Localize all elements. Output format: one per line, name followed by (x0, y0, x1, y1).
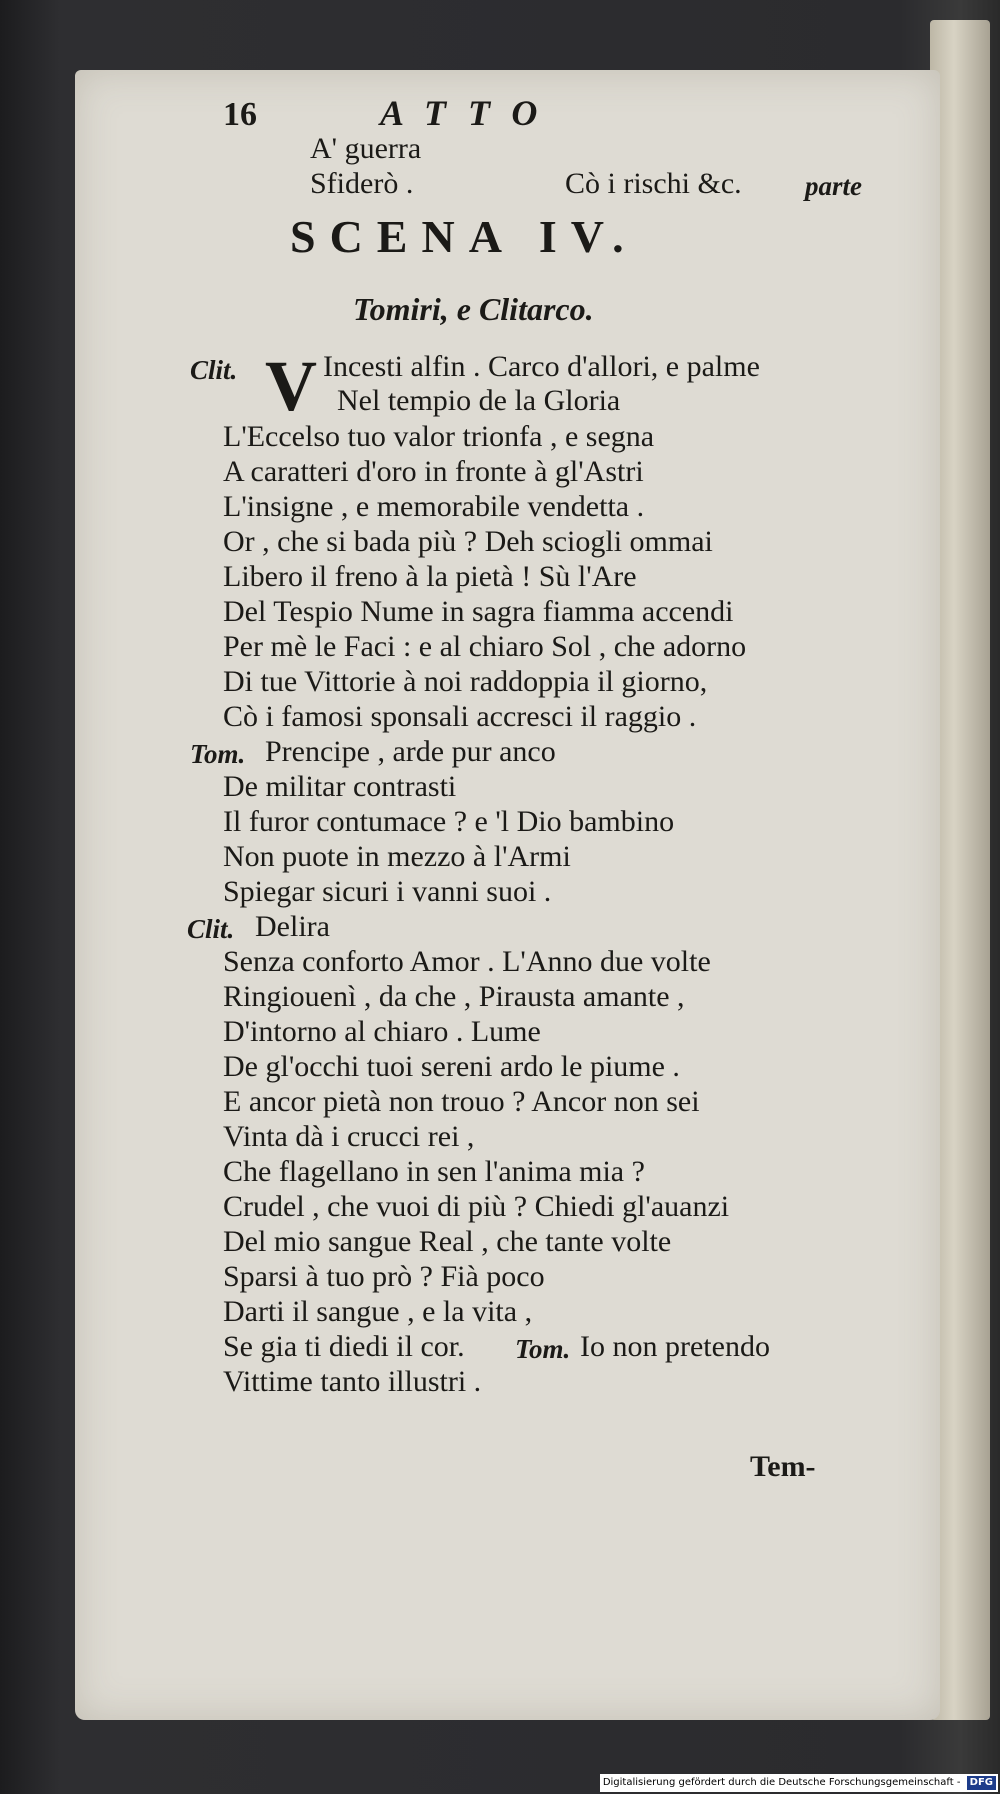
verse-line: Di tue Vittorie à noi raddoppia il giorno, (223, 665, 708, 698)
speaker-tom-inline: Tom. (515, 1334, 571, 1364)
verse-line: Sparsi à tuo prò ? Fià poco (223, 1260, 545, 1293)
verse-line: Che flagellano in sen l'anima mia ? (223, 1155, 645, 1188)
page-number: 16 (223, 96, 257, 133)
speaker-tom: Tom. (190, 739, 246, 769)
verse-line: Cò i famosi sponsali accresci il raggio . (223, 700, 697, 733)
verse-line: Del Tespio Nume in sagra fiamma accendi (223, 595, 734, 628)
verse-line: Io non pretendo (580, 1330, 770, 1363)
top-line-2-mid: Cò i rischi &c. (565, 167, 742, 200)
verse-line: Per mè le Faci : e al chiaro Sol , che adorno (223, 630, 747, 663)
top-line-2-left: Sfiderò . (310, 167, 414, 200)
verse-line: Prencipe , arde pur anco (265, 735, 556, 768)
verse-line: Crudel , che vuoi di più ? Chiedi gl'auanzi (223, 1190, 730, 1223)
top-line-1: A' guerra (310, 132, 422, 165)
verse-line: De gl'occhi tuoi sereni ardo le piume . (223, 1050, 680, 1083)
catchword: Tem- (750, 1450, 816, 1483)
verse-line: Vittime tanto illustri . (223, 1365, 482, 1398)
verse-line: Se gia ti diedi il cor. (223, 1330, 465, 1363)
verse-line: Senza conforto Amor . L'Anno due volte (223, 945, 711, 978)
verse-line: L'insigne , e memorabile vendetta . (223, 490, 645, 523)
verse-line: D'intorno al chiaro . Lume (223, 1015, 541, 1048)
verse-line: Non puote in mezzo à l'Armi (223, 840, 571, 873)
verse-line: A caratteri d'oro in fronte à gl'Astri (223, 455, 644, 488)
verse-line: Nel tempio de la Gloria (337, 384, 621, 417)
drop-cap: V (265, 346, 317, 426)
verse-line: Libero il freno à la pietà ! Sù l'Are (223, 560, 637, 593)
verse-line: E ancor pietà non trouo ? Ancor non sei (223, 1085, 700, 1118)
scene-title: SCENA IV. (290, 211, 638, 262)
verse-line: L'Eccelso tuo valor trionfa , e segna (223, 420, 655, 453)
book-page (75, 70, 940, 1720)
digitization-footer (600, 1774, 998, 1792)
footer-text: Digitalisierung gefördert durch die Deutsche Forschungsgemeinschaft - (602, 1777, 961, 1788)
verse-line: Vinta dà i crucci rei , (223, 1120, 475, 1153)
verse-line: Il furor contumace ? e 'l Dio bambino (223, 805, 675, 838)
verse-line: Incesti alfin . Carco d'allori, e palme (323, 350, 760, 383)
running-head: ATTO (380, 93, 560, 133)
scene-characters: Tomiri, e Clitarco. (353, 291, 594, 327)
verse-line: Del mio sangue Real , che tante volte (223, 1225, 672, 1258)
speaker-clit: Clit. (190, 355, 238, 385)
dfg-logo: DFG (967, 1776, 996, 1790)
speaker-clit: Clit. (187, 914, 235, 944)
verse-line: Ringiouenì , da che , Pirausta amante , (223, 980, 685, 1013)
verse-line: De militar contrasti (223, 770, 457, 803)
verse-line: Darti il sangue , e la vita , (223, 1295, 533, 1328)
verse-line: Spiegar sicuri i vanni suoi . (223, 875, 552, 908)
verse-line: Delira (255, 910, 330, 943)
verse-line: Or , che si bada più ? Deh sciogli ommai (223, 525, 713, 558)
top-line-2-right: parte (805, 171, 862, 201)
